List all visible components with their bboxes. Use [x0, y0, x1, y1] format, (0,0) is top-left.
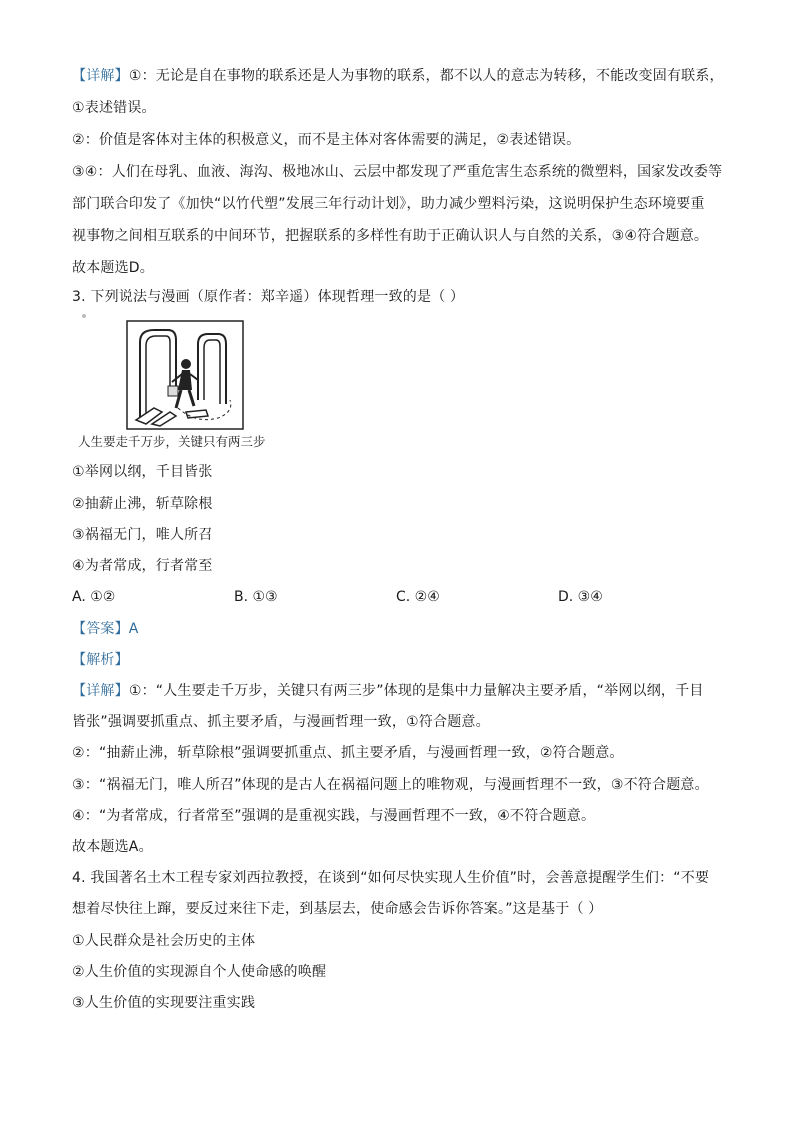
q2-explanation-line-3: ②：价值是客体对主体的积极意义，而不是主体对客体需要的满足，②表述错误。	[72, 132, 581, 148]
q3-stem: 3. 下列说法与漫画（原作者：郑辛遥）体现哲理一致的是（ ）	[72, 289, 465, 305]
q4-stem-line-1: 4. 我国著名土木工程专家刘西拉教授，在谈到“如何尽快实现人生价值”时，会善意提醒学生们：“不要	[72, 870, 710, 886]
q4-statement-1: ①人民群众是社会历史的主体	[72, 933, 256, 949]
q3-answer: 【答案】A	[72, 621, 139, 637]
detail-tag: 【详解】	[72, 68, 129, 84]
q3-option-b: B. ①③	[234, 589, 278, 605]
q4-statement-3: ③人生价值的实现要注重实践	[72, 995, 256, 1011]
q3-analysis-label: 【解析】	[72, 652, 129, 668]
q3-detail-line-3: ②：“抽薪止沸，斩草除根”强调要抓重点、抓主要矛盾，与漫画哲理一致，②符合题意。	[72, 745, 624, 761]
q3-detail-line-4: ③：“祸福无门，唯人所召”体现的是古人在祸福问题上的唯物观，与漫画哲理不一致，③不符合题意。	[72, 777, 709, 793]
image-marker-dot	[82, 314, 86, 318]
q3-detail-line-5: ④：“为者常成，行者常至”强调的是重视实践，与漫画哲理不一致，④不符合题意。	[72, 808, 596, 824]
comic-caption: 人生要走千万步，关键只有两三步	[78, 434, 266, 449]
q2-explanation-line-5: 部门联合印发了《加快“以竹代塑”发展三年行动计划》，助力减少塑料污染，这说明保护生态环境要重	[72, 196, 705, 212]
q3-option-a: A. ①②	[72, 589, 116, 605]
q4-stem-line-2: 想着尽快往上蹿，要反过来往下走，到基层去，使命感会告诉你答案。”这是基于（ ）	[72, 901, 603, 917]
comic-image	[126, 320, 244, 430]
detail-tag: 【详解】	[72, 683, 129, 699]
q3-statement-2: ②抽薪止沸，斩草除根	[72, 496, 213, 512]
q3-detail-line-2: 皆张”强调要抓重点、抓主要矛盾，与漫画哲理一致，①符合题意。	[72, 714, 490, 730]
q2-explanation-line-6: 视事物之间相互联系的中间环节，把握联系的多样性有助于正确认识人与自然的关系，③④符合题意。	[72, 228, 709, 244]
q3-option-d: D. ③④	[558, 589, 603, 605]
q4-statement-2: ②人生价值的实现源自个人使命感的唤醒	[72, 964, 327, 980]
q3-conclusion: 故本题选A。	[72, 839, 153, 855]
q3-detail-line-1: 【详解】①：“人生要走千万步，关键只有两三步”体现的是集中力量解决主要矛盾，“举网以纲，千目	[72, 683, 704, 699]
q3-option-c: C. ②④	[396, 589, 440, 605]
q2-conclusion: 故本题选D。	[72, 260, 154, 276]
q3-statement-3: ③祸福无门，唯人所召	[72, 527, 213, 543]
q2-explanation-line-1: 【详解】①：无论是自在事物的联系还是人为事物的联系，都不以人的意志为转移，不能改变固有联系，	[72, 68, 724, 84]
q2-explanation-line-4: ③④：人们在母乳、血液、海沟、极地冰山、云层中都发现了严重危害生态系统的微塑料，国家发改委等	[72, 164, 723, 180]
q3-statement-1: ①举网以纲，千目皆张	[72, 464, 213, 480]
q2-explanation-line-2: ①表述错误。	[72, 100, 156, 116]
q3-statement-4: ④为者常成，行者常至	[72, 558, 213, 574]
